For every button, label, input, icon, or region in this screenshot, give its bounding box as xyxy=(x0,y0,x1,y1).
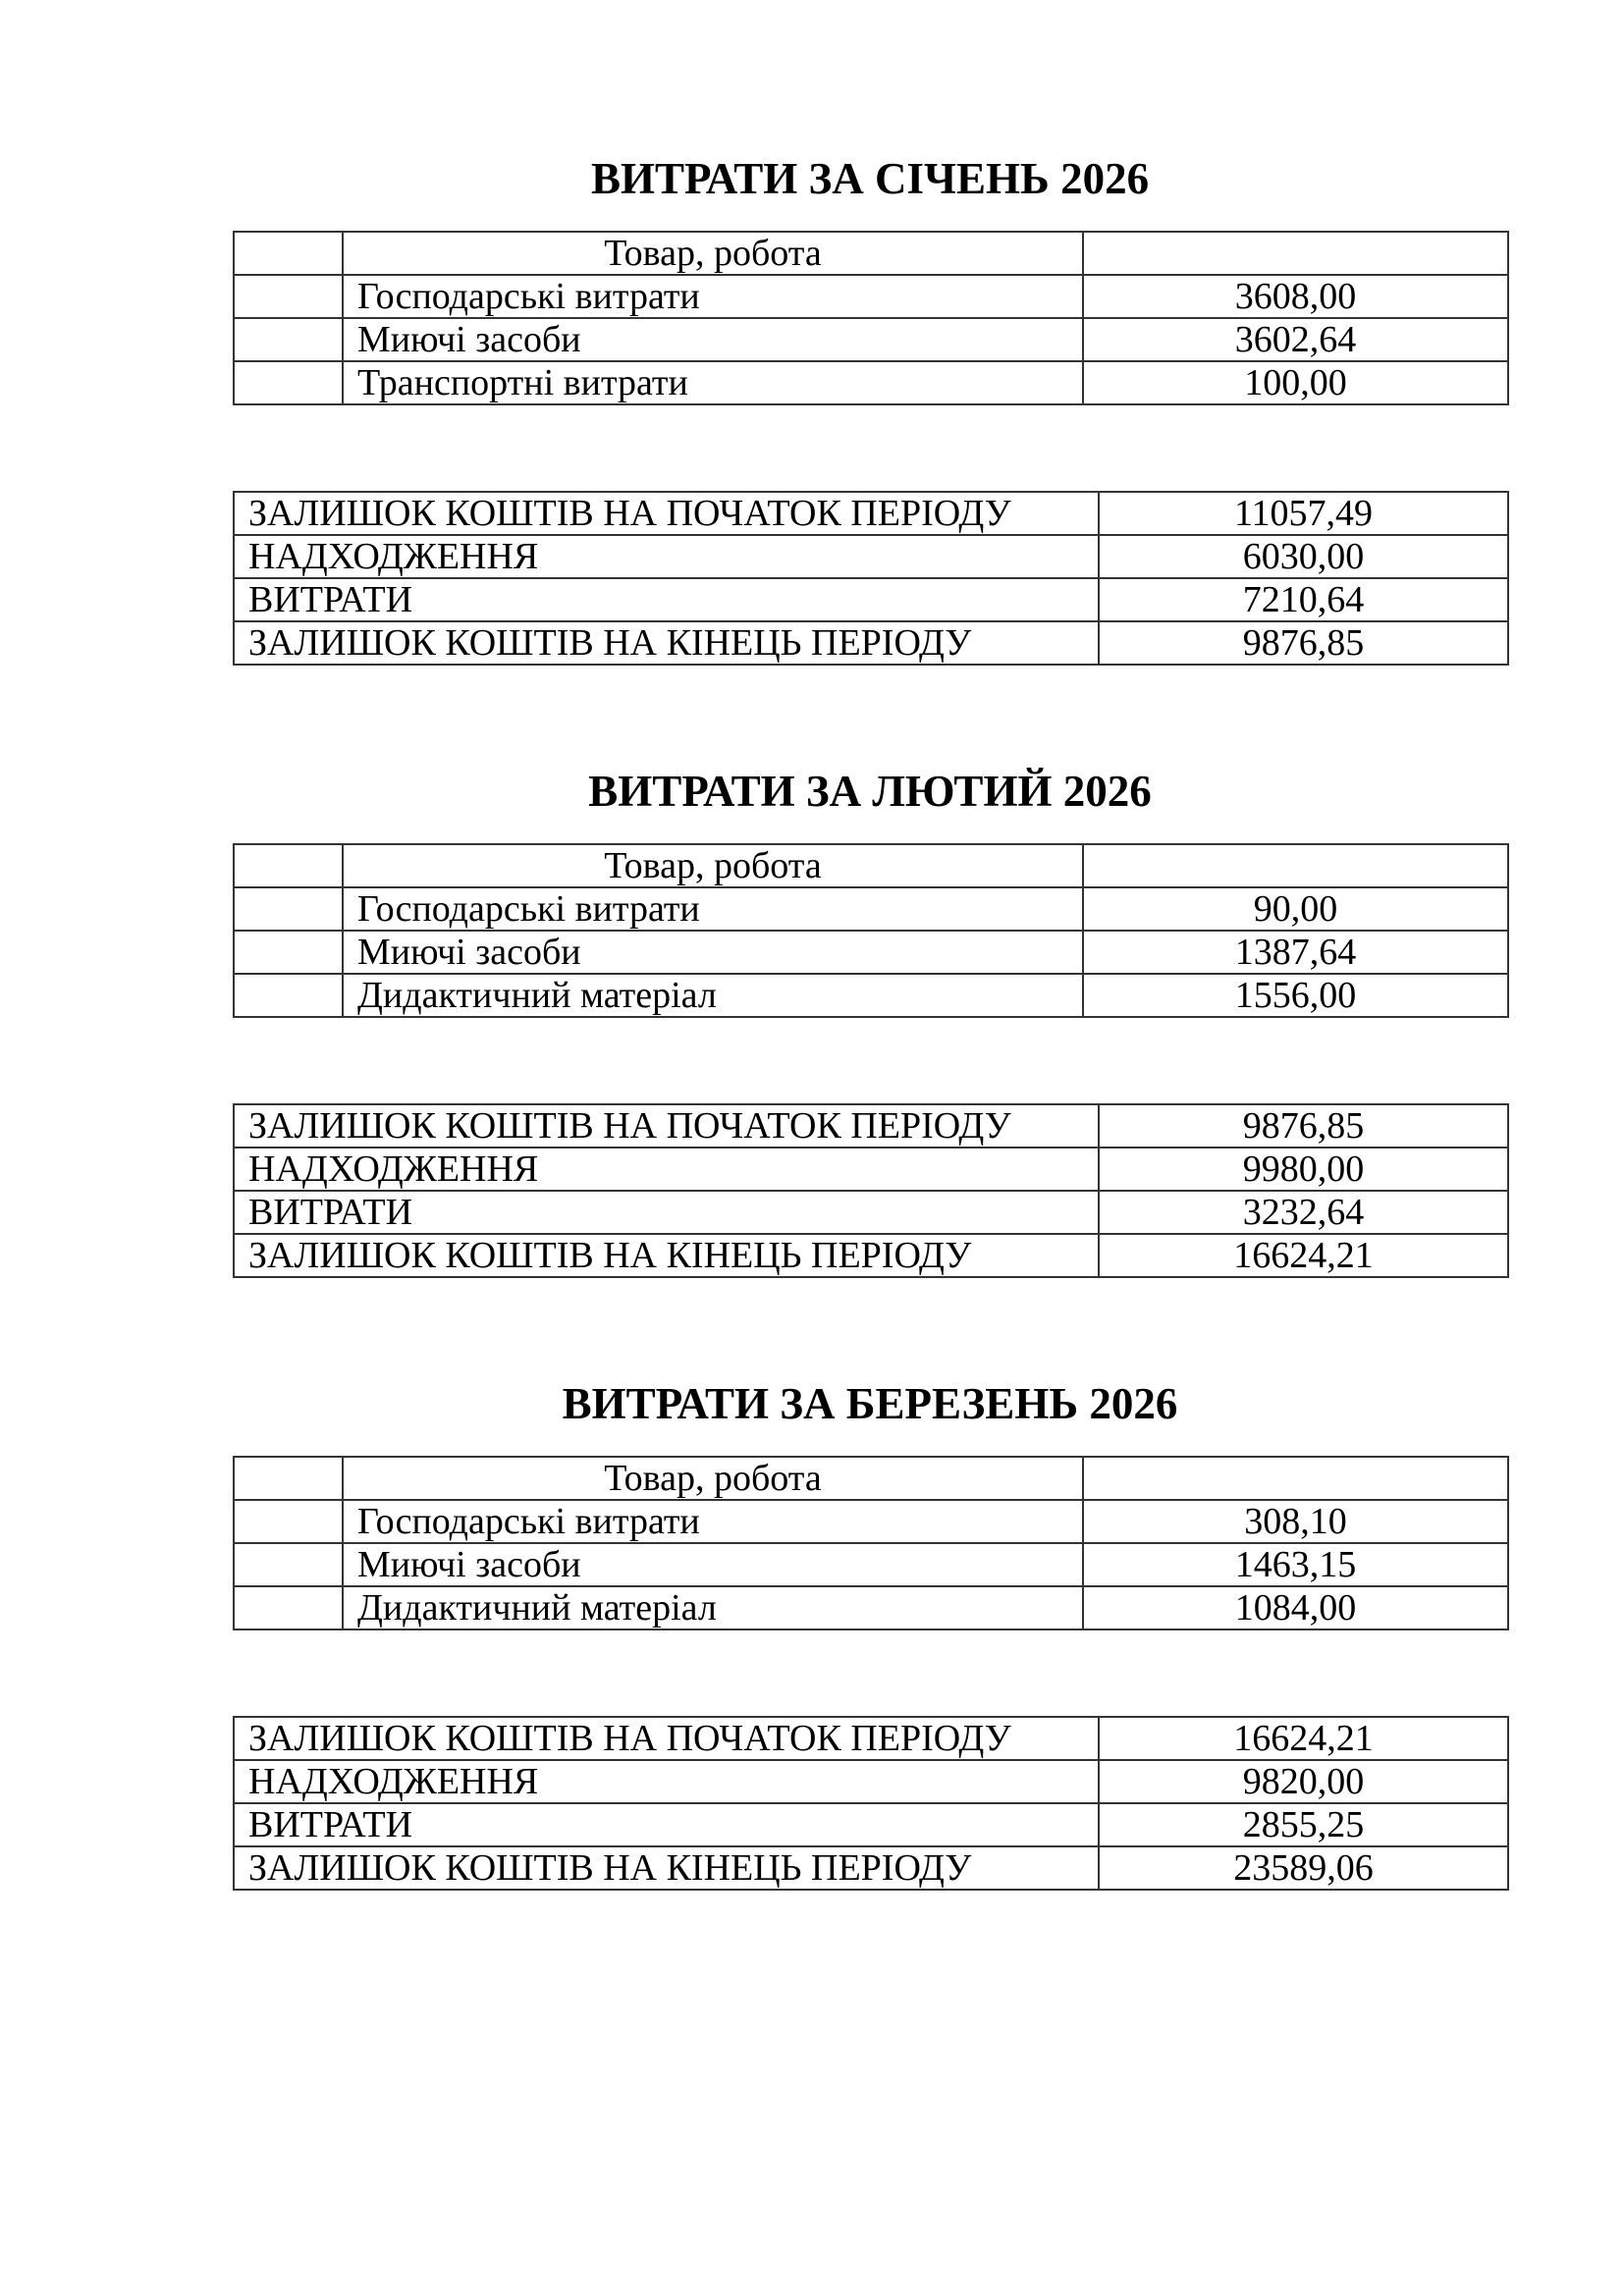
header-amount-cell xyxy=(1083,844,1508,887)
summary-value: 7210,64 xyxy=(1099,578,1508,621)
item-name-cell: Миючі засоби xyxy=(343,931,1083,974)
table-row xyxy=(234,275,1508,318)
summary-label: ЗАЛИШОК КОШТІВ НА КІНЕЦЬ ПЕРІОДУ xyxy=(234,1846,1099,1890)
header-number-cell xyxy=(234,1457,343,1500)
summary-row-opening-balance xyxy=(234,492,1508,535)
item-name-cell: Транспортні витрати xyxy=(343,361,1083,404)
item-number-cell xyxy=(234,361,343,404)
summary-label: ЗАЛИШОК КОШТІВ НА КІНЕЦЬ ПЕРІОДУ xyxy=(234,1234,1099,1277)
item-amount-cell: 3602,64 xyxy=(1083,318,1508,361)
header-number-cell xyxy=(234,232,343,275)
item-name-cell: Миючі засоби xyxy=(343,1543,1083,1586)
balance-summary-table xyxy=(233,1716,1509,1891)
summary-row-closing-balance xyxy=(234,621,1508,665)
item-name-cell: Дидактичний матеріал xyxy=(343,974,1083,1017)
item-amount-cell: 1387,64 xyxy=(1083,931,1508,974)
summary-row-opening-balance xyxy=(234,1104,1508,1148)
summary-value: 6030,00 xyxy=(1099,535,1508,578)
summary-row-income xyxy=(234,1760,1508,1803)
table-row xyxy=(234,887,1508,931)
table-header-row xyxy=(234,232,1508,275)
summary-label: НАДХОДЖЕННЯ xyxy=(234,1148,1099,1191)
item-amount-cell: 308,10 xyxy=(1083,1500,1508,1543)
item-name-cell: Господарські витрати xyxy=(343,275,1083,318)
summary-row-opening-balance xyxy=(234,1717,1508,1760)
summary-label: ЗАЛИШОК КОШТІВ НА ПОЧАТОК ПЕРІОДУ xyxy=(234,1104,1099,1148)
item-amount-cell: 1463,15 xyxy=(1083,1543,1508,1586)
table-row xyxy=(234,1586,1508,1629)
summary-label: ЗАЛИШОК КОШТІВ НА ПОЧАТОК ПЕРІОДУ xyxy=(234,1717,1099,1760)
summary-value: 9876,85 xyxy=(1099,1104,1508,1148)
table-row xyxy=(234,1500,1508,1543)
summary-value: 9876,85 xyxy=(1099,621,1508,665)
summary-label: ВИТРАТИ xyxy=(234,1803,1099,1846)
summary-label: НАДХОДЖЕННЯ xyxy=(234,1760,1099,1803)
balance-summary-table xyxy=(233,1103,1509,1278)
summary-row-expenses xyxy=(234,578,1508,621)
summary-value: 3232,64 xyxy=(1099,1191,1508,1234)
expense-items-table xyxy=(233,231,1509,405)
summary-value: 23589,06 xyxy=(1099,1846,1508,1890)
balance-summary-table xyxy=(233,491,1509,666)
summary-label: ВИТРАТИ xyxy=(234,1191,1099,1234)
item-name-cell: Господарські витрати xyxy=(343,887,1083,931)
summary-value: 11057,49 xyxy=(1099,492,1508,535)
item-number-cell xyxy=(234,1500,343,1543)
header-number-cell xyxy=(234,844,343,887)
item-number-cell xyxy=(234,1543,343,1586)
header-amount-cell xyxy=(1083,1457,1508,1500)
section-march xyxy=(0,1374,1624,1987)
summary-value: 9980,00 xyxy=(1099,1148,1508,1191)
summary-label: ВИТРАТИ xyxy=(234,578,1099,621)
section-title: ВИТРАТИ ЗА ЛЮТИЙ 2026 xyxy=(588,767,1152,816)
summary-value: 9820,00 xyxy=(1099,1760,1508,1803)
section-title: ВИТРАТИ ЗА СІЧЕНЬ 2026 xyxy=(590,154,1150,203)
expense-items-table xyxy=(233,1456,1509,1630)
summary-row-closing-balance xyxy=(234,1846,1508,1890)
table-header-row xyxy=(234,844,1508,887)
section-january xyxy=(0,149,1624,762)
item-name-cell: Господарські витрати xyxy=(343,1500,1083,1543)
item-number-cell xyxy=(234,974,343,1017)
header-item-cell: Товар, робота xyxy=(343,1457,1083,1500)
item-number-cell xyxy=(234,931,343,974)
item-amount-cell: 3608,00 xyxy=(1083,275,1508,318)
table-row xyxy=(234,974,1508,1017)
header-amount-cell xyxy=(1083,232,1508,275)
summary-row-income xyxy=(234,535,1508,578)
table-row xyxy=(234,1543,1508,1586)
item-amount-cell: 100,00 xyxy=(1083,361,1508,404)
summary-row-closing-balance xyxy=(234,1234,1508,1277)
table-row xyxy=(234,361,1508,404)
item-number-cell xyxy=(234,318,343,361)
table-header-row xyxy=(234,1457,1508,1500)
section-title: ВИТРАТИ ЗА БЕРЕЗЕНЬ 2026 xyxy=(562,1379,1178,1428)
expense-items-table xyxy=(233,843,1509,1018)
item-name-cell: Миючі засоби xyxy=(343,318,1083,361)
summary-label: НАДХОДЖЕННЯ xyxy=(234,535,1099,578)
summary-row-expenses xyxy=(234,1803,1508,1846)
summary-row-expenses xyxy=(234,1191,1508,1234)
item-amount-cell: 90,00 xyxy=(1083,887,1508,931)
summary-value: 2855,25 xyxy=(1099,1803,1508,1846)
summary-label: ЗАЛИШОК КОШТІВ НА ПОЧАТОК ПЕРІОДУ xyxy=(234,492,1099,535)
item-number-cell xyxy=(234,1586,343,1629)
table-row xyxy=(234,318,1508,361)
summary-label: ЗАЛИШОК КОШТІВ НА КІНЕЦЬ ПЕРІОДУ xyxy=(234,621,1099,665)
summary-value: 16624,21 xyxy=(1099,1234,1508,1277)
item-amount-cell: 1556,00 xyxy=(1083,974,1508,1017)
item-number-cell xyxy=(234,275,343,318)
item-name-cell: Дидактичний матеріал xyxy=(343,1586,1083,1629)
item-number-cell xyxy=(234,887,343,931)
header-item-cell: Товар, робота xyxy=(343,844,1083,887)
summary-value: 16624,21 xyxy=(1099,1717,1508,1760)
item-amount-cell: 1084,00 xyxy=(1083,1586,1508,1629)
table-row xyxy=(234,931,1508,974)
section-february xyxy=(0,762,1624,1374)
summary-row-income xyxy=(234,1148,1508,1191)
header-item-cell: Товар, робота xyxy=(343,232,1083,275)
